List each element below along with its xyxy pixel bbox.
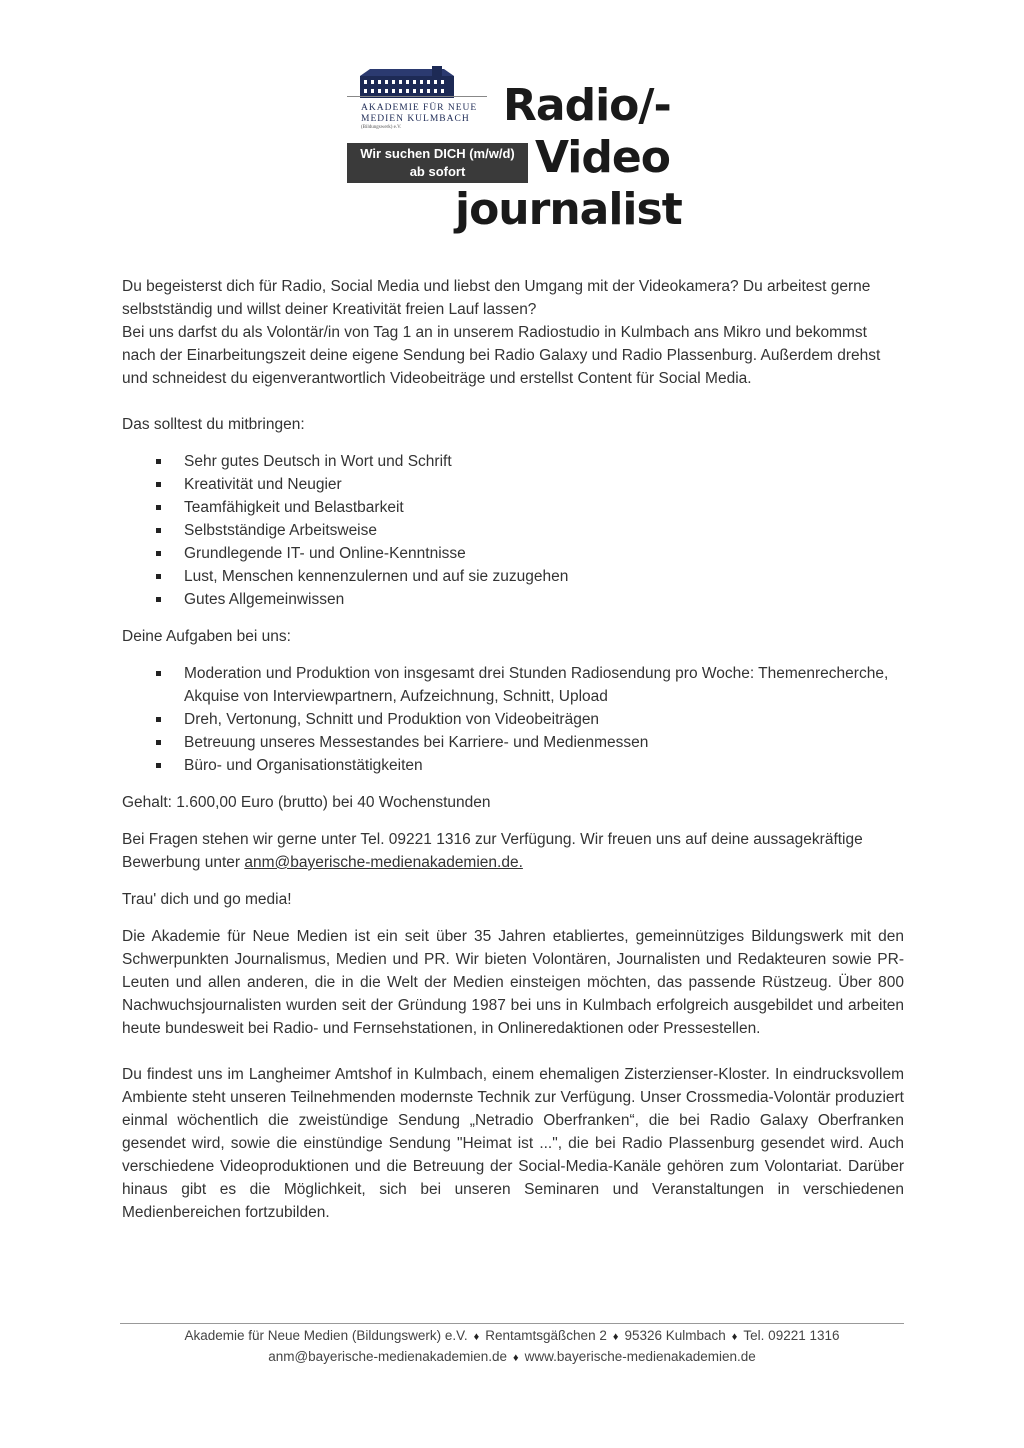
academy-subtitle: (Bildungswerk) e.V. bbox=[361, 125, 402, 130]
footer-divider bbox=[120, 1323, 904, 1324]
diamond-icon: ♦ bbox=[513, 1352, 519, 1364]
about-paragraph-1: Die Akademie für Neue Medien ist ein seit über 35 Jahren etabliertes, gemeinnütziges Bildungswerk mit den Schwerpunkten Journalismus, Medien und PR. Wir bieten Volontären, Journalisten und Redakteuren sowie PR-Leuten und allen anderen, die in die Welt der Medien einsteigen möchten, das passende Rüstzeug. Über 800 Nachwuchsjournalisten wurden seit der Gründung 1987 bei uns in Kulmbach erfolgreich ausgebildet und arbeiten heute bundesweit bei Radio- und Fernsehstationen, in Onlineredaktionen oder Pressestellen. bbox=[122, 928, 904, 1037]
tasks-list bbox=[122, 662, 904, 777]
job-title-line3: journalist bbox=[455, 184, 682, 235]
footer-org: Akademie für Neue Medien (Bildungswerk) e.V. bbox=[184, 1328, 468, 1343]
footer-phone: Tel. 09221 1316 bbox=[743, 1328, 840, 1343]
badge-line2: ab sofort bbox=[409, 164, 466, 179]
footer-city: 95326 Kulmbach bbox=[624, 1328, 726, 1343]
email-link[interactable]: anm@bayerische-medienakademien.de. bbox=[244, 854, 523, 871]
job-title-line1: Radio/- bbox=[503, 80, 671, 131]
contact-text: Bei Fragen stehen wir gerne unter Tel. 09221 1316 zur Verfügung. Wir freuen uns auf deine aussagekräftige Bewerbung unter bbox=[122, 831, 863, 871]
list-item: Sehr gutes Deutsch in Wort und Schrift bbox=[122, 450, 904, 473]
list-item: Grundlegende IT- und Online-Kenntnisse bbox=[122, 542, 904, 565]
requirements-list bbox=[122, 450, 904, 611]
footer-line2 bbox=[120, 1347, 904, 1368]
intro-paragraph-2: Bei uns darfst du als Volontär/in von Tag 1 an in unserem Radiostudio in Kulmbach ans Mikro und bekommst nach der Einarbeitungszeit deine eigene Sendung bei Radio Galaxy und Radio Plassenburg. Außerdem drehst und schneidest du eigenverantwortlich Videobeiträge und erstellst Content für Social Media. bbox=[122, 324, 881, 387]
header bbox=[345, 60, 682, 240]
diamond-icon: ♦ bbox=[731, 1331, 738, 1343]
footer-street: Rentamtsgäßchen 2 bbox=[485, 1328, 607, 1343]
diamond-icon: ♦ bbox=[612, 1331, 619, 1343]
list-item: Teamfähigkeit und Belastbarkeit bbox=[122, 496, 904, 519]
about-paragraph-2: Du findest uns im Langheimer Amtshof in Kulmbach, einem ehemaligen Zisterzienser-Kloster. In eindrucksvollem Ambiente steht unseren Teilnehmenden modernste Technik zur Verfügung. Unser Crossmedia-Volontär produziert einmal wöchentlich die zweistündige Sendung „Netradio Oberfranken“, die bei Radio Galaxy Oberfranken gesendet wird, sowie die einstündige Sendung "Heimat ist ...", die bei Radio Plassenburg gesendet wird. Auch verschiedene Videoproduktionen und die Betreuung der Social-Media-Kanäle gehören zum Volontariat. Darüber hinaus gibt es die Möglichkeit, sich bei unseren Seminaren und Veranstaltungen in verschiedenen Medienbereichen fortzubilden. bbox=[122, 1066, 904, 1221]
intro-paragraph-1: Du begeisterst dich für Radio, Social Media und liebst den Umgang mit der Videokamera? Du arbeitest gerne selbstständig und willst deiner Kreativität freien Lauf lassen? bbox=[122, 278, 871, 318]
list-item: Lust, Menschen kennenzulernen und auf sie zuzugehen bbox=[122, 565, 904, 588]
contact-paragraph bbox=[122, 828, 904, 874]
slogan: Trau' dich und go media! bbox=[122, 891, 292, 908]
tasks-heading: Deine Aufgaben bei uns: bbox=[122, 628, 291, 645]
list-item: Moderation und Produktion von insgesamt drei Stunden Radiosendung pro Woche: Themenrecherche, Akquise von Interviewpartnern, Aufzeichnung, Schnitt, Upload bbox=[122, 662, 904, 708]
footer-website[interactable]: www.bayerische-medienakademien.de bbox=[524, 1349, 756, 1364]
footer-line1 bbox=[120, 1326, 904, 1347]
academy-building-logo bbox=[360, 66, 454, 98]
list-item: Selbstständige Arbeitsweise bbox=[122, 519, 904, 542]
badge-line1: Wir suchen DICH (m/w/d) bbox=[360, 146, 515, 161]
list-item: Gutes Allgemeinwissen bbox=[122, 588, 904, 611]
list-item: Kreativität und Neugier bbox=[122, 473, 904, 496]
document-body bbox=[122, 275, 904, 1224]
salary: Gehalt: 1.600,00 Euro (brutto) bei 40 Wochenstunden bbox=[122, 794, 491, 811]
job-title-line2: Video bbox=[535, 132, 670, 183]
list-item: Betreuung unseres Messestandes bei Karriere- und Medienmessen bbox=[122, 731, 904, 754]
footer bbox=[120, 1326, 904, 1368]
list-item: Dreh, Vertonung, Schnitt und Produktion von Videobeiträgen bbox=[122, 708, 904, 731]
requirements-heading: Das solltest du mitbringen: bbox=[122, 416, 305, 433]
diamond-icon: ♦ bbox=[473, 1331, 480, 1343]
footer-email[interactable]: anm@bayerische-medienakademien.de bbox=[268, 1349, 508, 1364]
job-title bbox=[455, 80, 682, 236]
academy-name-line1: AKADEMIE FÜR NEUE bbox=[361, 103, 478, 113]
intro-section bbox=[122, 275, 904, 390]
list-item: Büro- und Organisationstätigkeiten bbox=[122, 754, 904, 777]
academy-name-line2: MEDIEN KULMBACH bbox=[361, 114, 470, 124]
